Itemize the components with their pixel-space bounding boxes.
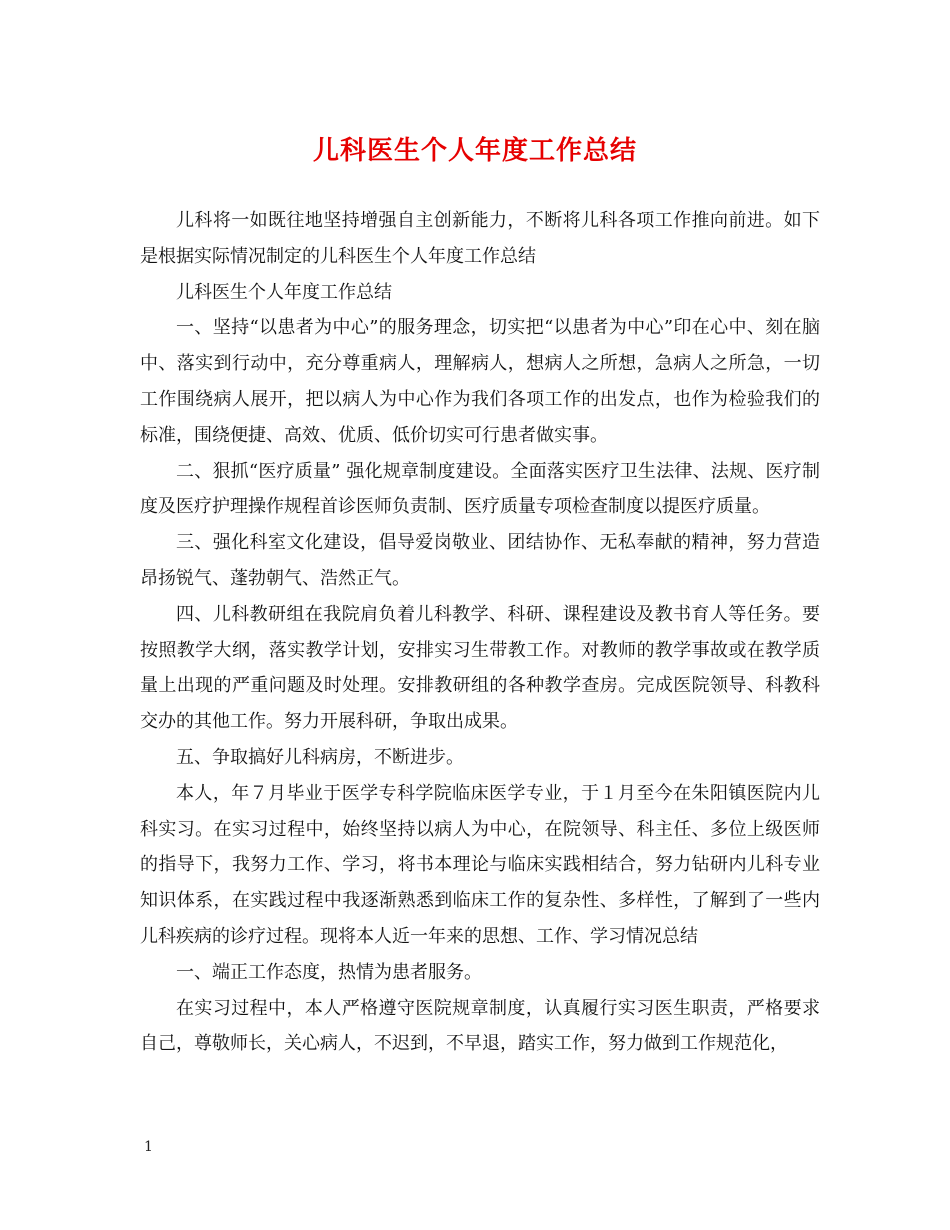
- document-body: [140, 203, 820, 1062]
- paragraph-conduct: 在实习过程中，本人严格遵守医院规章制度，认真履行实习医生职责，严格要求自己，尊敬师长，关心病人，不迟到，不早退，踏实工作，努力做到工作规范化，: [140, 997, 820, 1055]
- paragraph-point-1: 一、坚持“以患者为中心”的服务理念，切实把“以患者为中心”印在心中、刻在脑中、落实到行动中，充分尊重病人，理解病人，想病人之所想，急病人之所急，一切工作围绕病人展开，把以病人为中心作为我们各项工作的出发点，也作为检验我们的标准，围绕便捷、高效、优质、低价切实可行患者做实事。: [140, 317, 820, 446]
- document-title: 儿科医生个人年度工作总结: [312, 136, 637, 166]
- paragraph-subtitle: 儿科医生个人年度工作总结: [176, 281, 392, 303]
- paragraph-point-5: 五、争取搞好儿科病房，不断进步。: [176, 746, 464, 768]
- paragraph-section-heading: 一、端正工作态度，热情为患者服务。: [176, 961, 482, 983]
- paragraph-point-3: 三、强化科室文化建设，倡导爱岗敬业、团结协作、无私奉献的精神，努力营造昂扬锐气、蓬勃朝气、浩然正气。: [140, 532, 820, 589]
- paragraph-point-4: 四、儿科教研组在我院肩负着儿科教学、科研、课程建设及教书育人等任务。要按照教学大纲，落实教学计划，安排实习生带教工作。对教师的教学事故或在教学质量上出现的严重问题及时处理。安排教研组的各种教学查房。完成医院领导、科教科交办的其他工作。努力开展科研，争取出成果。: [140, 603, 820, 733]
- paragraph-personal: 本人，年７月毕业于医学专科学院临床医学专业，于１月至今在朱阳镇医院内儿科实习。在实习过程中，始终坚持以病人为中心，在院领导、科主任、多位上级医师的指导下，我努力工作、学习，将书本理论与临床实践相结合，努力钻研内儿科专业知识体系，在实践过程中我逐渐熟悉到临床工作的复杂性、多样性，了解到了一些内儿科疾病的诊疗过程。现将本人近一年来的思想、工作、学习情况总结: [140, 782, 820, 947]
- paragraph-point-2: 二、狠抓“医疗质量” 强化规章制度建设。全面落实医疗卫生法律、法规、医疗制度及医疗护理操作规程首诊医师负责制、医疗质量专项检查制度以提医疗质量。: [140, 460, 820, 518]
- paragraph-intro: 儿科将一如既往地坚持增强自主创新能力，不断将儿科各项工作推向前进。如下是根据实际情况制定的儿科医生个人年度工作总结: [140, 210, 820, 267]
- page-number: 1: [144, 1139, 153, 1155]
